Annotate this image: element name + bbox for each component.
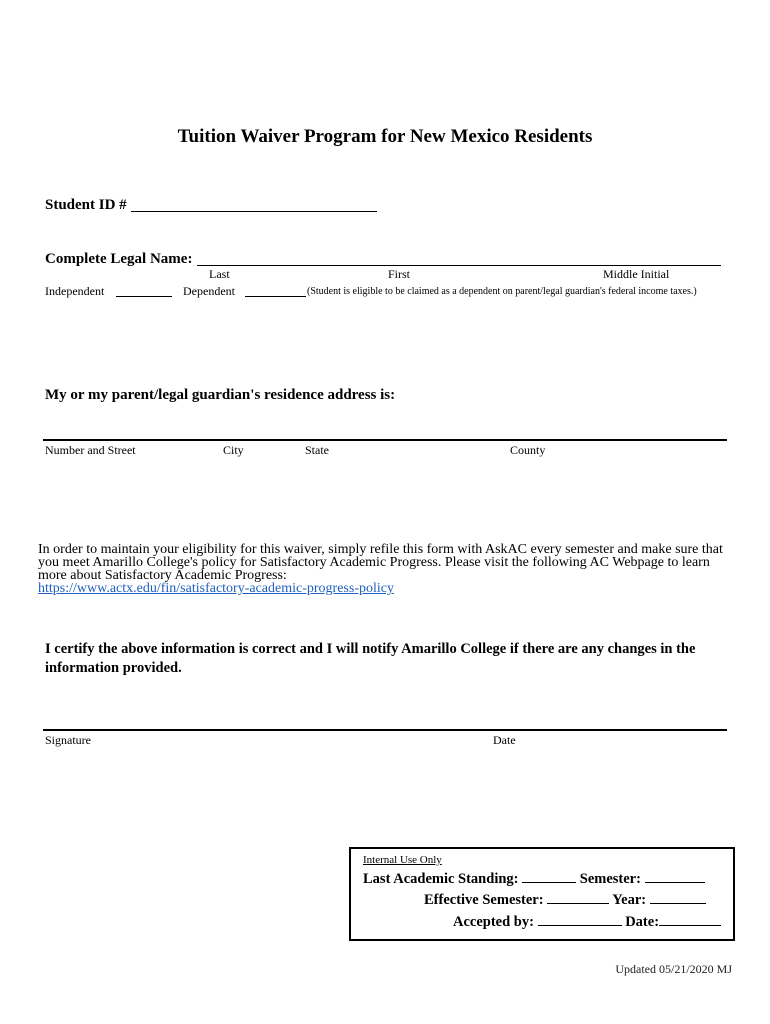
student-id-field[interactable] (131, 211, 377, 212)
standing-field[interactable] (522, 870, 576, 883)
standing-row (363, 870, 705, 888)
eligibility-text: In order to maintain your eligibility for this waiver, simply refile this form with AskAC every semester and make sure that you meet Amarillo College's policy for Satisfactory Academic Progress. Please visit the following AC Webpage to learn more about Satisfactory Academic Progress: (38, 542, 723, 583)
eligibility-paragraph (38, 543, 738, 595)
dependent-field[interactable] (245, 296, 306, 297)
signature-date-caption: Date (493, 733, 516, 747)
sap-policy-link[interactable]: https://www.actx.edu/fin/satisfactory-academic-progress-policy (38, 581, 394, 596)
effective-row (424, 891, 706, 909)
accepted-by-field[interactable] (538, 913, 622, 926)
address-county-caption: County (510, 443, 546, 457)
legal-name-first-caption: First (388, 267, 411, 281)
address-state-caption: State (305, 443, 329, 457)
date-field[interactable] (659, 913, 721, 926)
legal-name-middle-caption: Middle Initial (603, 267, 670, 281)
signature-caption: Signature (45, 733, 91, 747)
certification-statement: I certify the above information is correct and I will notify Amarillo College if there are any changes in the information provided. (45, 641, 696, 676)
accepted-row (453, 913, 721, 931)
legal-name-last-caption: Last (209, 267, 230, 281)
independent-field[interactable] (116, 296, 172, 297)
internal-use-box (349, 847, 735, 941)
effective-semester-field[interactable] (547, 891, 609, 904)
year-field[interactable] (650, 891, 706, 904)
address-street-caption: Number and Street (45, 443, 136, 457)
semester-label: Semester: (579, 871, 641, 887)
semester-field[interactable] (645, 870, 705, 883)
dependent-label: Dependent (183, 284, 235, 298)
student-id-label: Student ID # (45, 197, 127, 213)
standing-label: Last Academic Standing: (363, 871, 519, 887)
updated-footer: Updated 05/21/2020 MJ (615, 962, 732, 976)
form-title: Tuition Waiver Program for New Mexico Residents (177, 126, 593, 147)
address-heading: My or my parent/legal guardian's residence address is: (45, 387, 396, 403)
year-label: Year: (612, 892, 647, 908)
internal-use-heading: Internal Use Only (363, 854, 442, 866)
independent-label: Independent (45, 284, 105, 298)
address-city-caption: City (223, 443, 244, 457)
accepted-by-label: Accepted by: (453, 914, 534, 930)
date-label: Date: (625, 914, 660, 930)
legal-name-label: Complete Legal Name: (45, 251, 193, 267)
dependent-note: (Student is eligible to be claimed as a dependent on parent/legal guardian's federal income taxes.) (307, 286, 697, 297)
effective-semester-label: Effective Semester: (424, 892, 544, 908)
signature-field[interactable] (43, 729, 727, 731)
address-field[interactable] (43, 439, 727, 441)
legal-name-field[interactable] (197, 265, 721, 266)
